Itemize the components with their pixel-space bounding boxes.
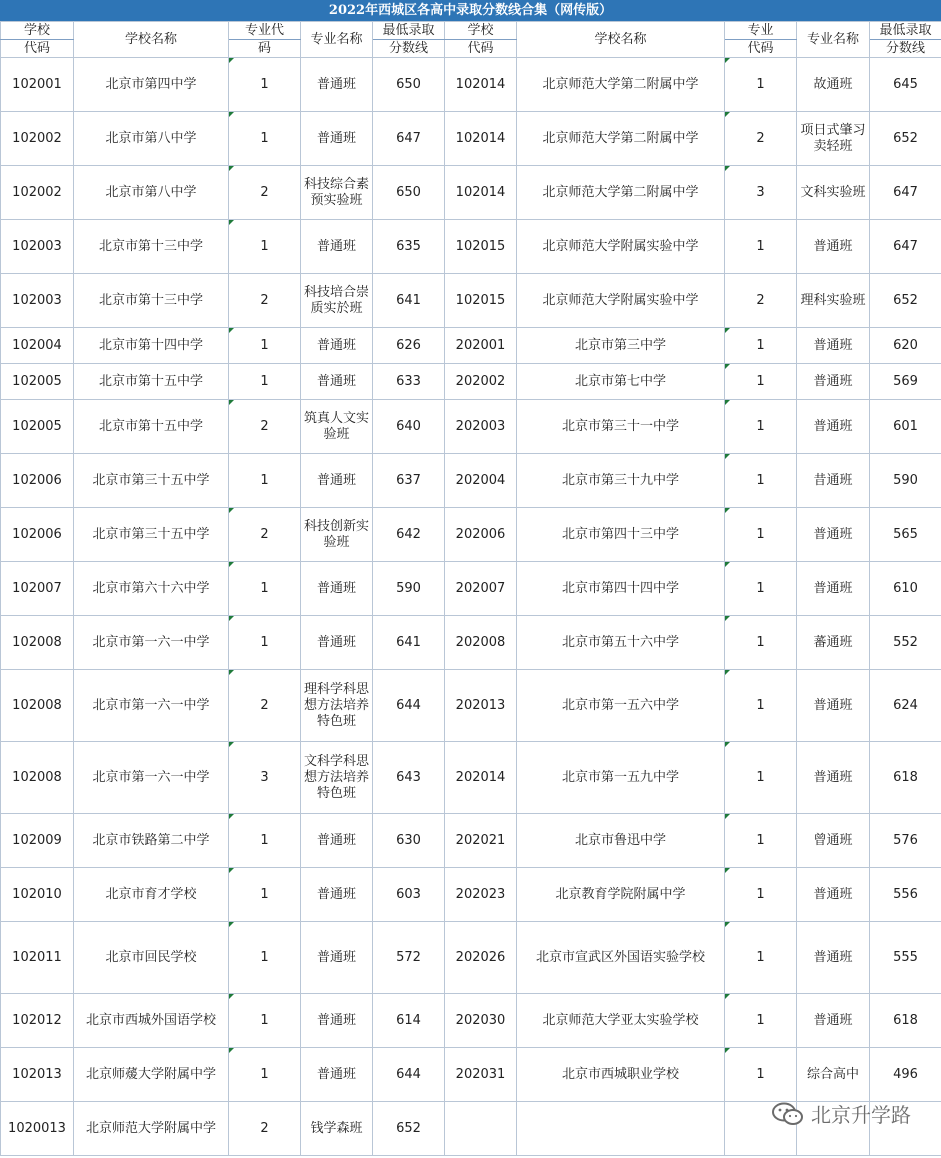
right-major-name: 普通班: [797, 868, 870, 922]
left-major-code: 3: [229, 742, 301, 814]
right-school-name: 北京市第四十三中学: [517, 508, 725, 562]
table-row: [1, 922, 941, 994]
right-min-score: 552: [870, 616, 941, 670]
left-min-score: 652: [373, 1102, 445, 1156]
left-school-code: 102013: [1, 1048, 74, 1102]
left-school-name: 北京市第十三中学: [74, 274, 229, 328]
right-school-name: 北京市鲁迅中学: [517, 814, 725, 868]
right-major-name: 综合高中: [797, 1048, 870, 1102]
right-school-code: 202003: [445, 400, 517, 454]
left-major-code: 1: [229, 562, 301, 616]
left-min-score: 650: [373, 58, 445, 112]
left-major-name: 普通班: [301, 58, 373, 112]
right-major-code: 2: [725, 112, 797, 166]
left-school-code: 102004: [1, 328, 74, 364]
left-major-code: 2: [229, 166, 301, 220]
left-major-code: 1: [229, 922, 301, 994]
left-school-code: 102009: [1, 814, 74, 868]
right-min-score: 645: [870, 58, 941, 112]
right-school-name: 北京师范大学附属实验中学: [517, 274, 725, 328]
right-major-code: 1: [725, 508, 797, 562]
right-major-code: 1: [725, 994, 797, 1048]
right-major-name: 故通班: [797, 58, 870, 112]
left-major-name: 文科学科思想方法培养特色班: [301, 742, 373, 814]
right-major-name: 普通班: [797, 220, 870, 274]
left-major-name: 普通班: [301, 328, 373, 364]
table-row: [1, 814, 941, 868]
right-min-score: 565: [870, 508, 941, 562]
left-major-code: 1: [229, 814, 301, 868]
left-school-name: 北京市铁路第二中学: [74, 814, 229, 868]
left-major-code: 1: [229, 1048, 301, 1102]
right-major-name: 昔通班: [797, 454, 870, 508]
left-school-code: 102011: [1, 922, 74, 994]
table-row: [1, 508, 941, 562]
left-major-name: 理科学科思想方法培养特色班: [301, 670, 373, 742]
left-major-code: 1: [229, 868, 301, 922]
right-school-name: 北京市第三十九中学: [517, 454, 725, 508]
right-school-code: 202030: [445, 994, 517, 1048]
right-min-score: 610: [870, 562, 941, 616]
left-major-code: 2: [229, 670, 301, 742]
right-min-score: 618: [870, 994, 941, 1048]
left-min-score: 626: [373, 328, 445, 364]
table-row: [1, 1048, 941, 1102]
left-major-code: 1: [229, 220, 301, 274]
right-major-name: 普通班: [797, 400, 870, 454]
right-school-name: 北京师范大学第二附属中学: [517, 58, 725, 112]
right-min-score: 576: [870, 814, 941, 868]
table-row: [1, 454, 941, 508]
header-major-name: 专业名称: [301, 22, 373, 58]
left-major-name: 普通班: [301, 814, 373, 868]
right-min-score: 647: [870, 220, 941, 274]
right-major-code: 1: [725, 328, 797, 364]
left-school-name: 北京市第一六一中学: [74, 742, 229, 814]
right-school-name: 北京市第四十四中学: [517, 562, 725, 616]
left-major-code: 2: [229, 508, 301, 562]
left-school-name: 北京市第三十五中学: [74, 454, 229, 508]
right-school-code: 102015: [445, 220, 517, 274]
scores-table: [0, 21, 941, 1156]
table-header: [1, 22, 941, 58]
right-min-score: 601: [870, 400, 941, 454]
table-row: [1, 994, 941, 1048]
left-school-name: 北京市西城外国语学校: [74, 994, 229, 1048]
right-school-name: 北京市第一五六中学: [517, 670, 725, 742]
left-min-score: 614: [373, 994, 445, 1048]
left-major-name: 科技创新实验班: [301, 508, 373, 562]
right-school-name: 北京市第七中学: [517, 364, 725, 400]
left-school-code: 102007: [1, 562, 74, 616]
table-row: [1, 742, 941, 814]
left-major-name: 普通班: [301, 562, 373, 616]
right-major-name: 文科实验班: [797, 166, 870, 220]
left-min-score: 644: [373, 1048, 445, 1102]
left-school-name: 北京市第三十五中学: [74, 508, 229, 562]
header-major-code-bottom: 码: [229, 40, 301, 58]
left-major-name: 筑真人文实验班: [301, 400, 373, 454]
right-major-name: 普通班: [797, 562, 870, 616]
watermark: [771, 1099, 911, 1128]
left-min-score: 644: [373, 670, 445, 742]
left-school-name: 北京市第一六一中学: [74, 616, 229, 670]
left-school-name: 北京市第十五中学: [74, 400, 229, 454]
left-major-name: 普通班: [301, 1048, 373, 1102]
left-min-score: 572: [373, 922, 445, 994]
right-school-code: 102014: [445, 58, 517, 112]
table-row: [1, 112, 941, 166]
left-school-code: 102006: [1, 454, 74, 508]
header-school-name-right: 学校名称: [517, 22, 725, 58]
table-row: [1, 868, 941, 922]
right-major-code: 1: [725, 454, 797, 508]
left-major-code: 1: [229, 364, 301, 400]
left-school-name: 北京市第十四中学: [74, 328, 229, 364]
left-major-name: 钱学森班: [301, 1102, 373, 1156]
header-min-score-top: 最低录取: [373, 22, 445, 40]
left-school-code: 1020013: [1, 1102, 74, 1156]
header-school-code-top: 学校: [1, 22, 74, 40]
header-school-name: 学校名称: [74, 22, 229, 58]
left-min-score: 647: [373, 112, 445, 166]
right-school-name: 北京市第一五九中学: [517, 742, 725, 814]
left-school-code: 102010: [1, 868, 74, 922]
left-school-code: 102003: [1, 220, 74, 274]
left-min-score: 643: [373, 742, 445, 814]
right-school-code: [445, 1102, 517, 1156]
right-major-name: 理科实验班: [797, 274, 870, 328]
table-row: [1, 670, 941, 742]
right-major-code: 1: [725, 220, 797, 274]
left-min-score: 603: [373, 868, 445, 922]
left-school-name: 北京市第四中学: [74, 58, 229, 112]
right-min-score: 569: [870, 364, 941, 400]
header-major-code-bottom-right: 代码: [725, 40, 797, 58]
left-school-name: 北京市第八中学: [74, 166, 229, 220]
left-min-score: 640: [373, 400, 445, 454]
right-school-name: 北京师范大学第二附属中学: [517, 112, 725, 166]
right-school-code: 202004: [445, 454, 517, 508]
right-school-code: 202008: [445, 616, 517, 670]
left-min-score: 641: [373, 274, 445, 328]
left-major-name: 普通班: [301, 994, 373, 1048]
table-row: [1, 328, 941, 364]
header-major-code-top: 专业代: [229, 22, 301, 40]
right-major-name: 普通班: [797, 922, 870, 994]
left-major-code: 2: [229, 400, 301, 454]
table-body: [1, 58, 941, 1156]
left-school-name: 北京市第六十六中学: [74, 562, 229, 616]
right-major-name: 蕃通班: [797, 616, 870, 670]
table-row: [1, 274, 941, 328]
left-major-name: 普通班: [301, 364, 373, 400]
left-major-code: 1: [229, 454, 301, 508]
left-school-code: 102008: [1, 742, 74, 814]
right-min-score: 556: [870, 868, 941, 922]
left-min-score: 642: [373, 508, 445, 562]
right-major-name: 普通班: [797, 670, 870, 742]
right-major-code: 3: [725, 166, 797, 220]
table-row: [1, 166, 941, 220]
right-major-code: 1: [725, 814, 797, 868]
right-school-code: 202013: [445, 670, 517, 742]
right-major-code: 1: [725, 742, 797, 814]
left-major-name: 普通班: [301, 454, 373, 508]
right-major-code: 2: [725, 274, 797, 328]
right-major-name: 普通班: [797, 742, 870, 814]
header-major-code-top-right: 专业: [725, 22, 797, 40]
right-school-name: 北京师范大学第二附属中学: [517, 166, 725, 220]
right-min-score: 618: [870, 742, 941, 814]
right-major-name: 项日式肇习卖轻班: [797, 112, 870, 166]
watermark-text: 北京升学路: [811, 1103, 911, 1127]
right-major-code: 1: [725, 400, 797, 454]
left-major-code: 1: [229, 58, 301, 112]
right-major-code: 1: [725, 616, 797, 670]
left-major-name: 普通班: [301, 868, 373, 922]
table-row: [1, 58, 941, 112]
left-min-score: 641: [373, 616, 445, 670]
right-major-name: 曾通班: [797, 814, 870, 868]
right-major-code: 1: [725, 58, 797, 112]
right-min-score: 652: [870, 112, 941, 166]
left-school-code: 102001: [1, 58, 74, 112]
right-school-code: 202023: [445, 868, 517, 922]
right-major-name: 普通班: [797, 328, 870, 364]
left-min-score: 633: [373, 364, 445, 400]
left-major-name: 普通班: [301, 616, 373, 670]
right-school-code: 202002: [445, 364, 517, 400]
left-major-name: 科技培合崇质实於班: [301, 274, 373, 328]
header-school-code-bottom-right: 代码: [445, 40, 517, 58]
left-min-score: 650: [373, 166, 445, 220]
left-school-code: 102003: [1, 274, 74, 328]
right-major-name: 普通班: [797, 508, 870, 562]
left-major-code: 1: [229, 616, 301, 670]
right-school-name: 北京市西城职业学校: [517, 1048, 725, 1102]
right-school-code: 202031: [445, 1048, 517, 1102]
left-school-name: 北京市第八中学: [74, 112, 229, 166]
left-school-code: 102002: [1, 166, 74, 220]
table-row: [1, 400, 941, 454]
right-major-code: 1: [725, 670, 797, 742]
right-school-code: 202021: [445, 814, 517, 868]
right-school-name: 北京教育学院附属中学: [517, 868, 725, 922]
left-school-code: 102005: [1, 400, 74, 454]
left-min-score: 630: [373, 814, 445, 868]
right-school-code: 102015: [445, 274, 517, 328]
right-school-code: 102014: [445, 166, 517, 220]
right-major-code: 1: [725, 922, 797, 994]
left-school-name: 北京市第十五中学: [74, 364, 229, 400]
left-school-name: 北京市第十三中学: [74, 220, 229, 274]
header-min-score-bottom: 分数线: [373, 40, 445, 58]
right-major-name: 普通班: [797, 364, 870, 400]
left-school-name: 北京师蕿大学附属中学: [74, 1048, 229, 1102]
left-min-score: 637: [373, 454, 445, 508]
left-major-code: 1: [229, 112, 301, 166]
header-min-score-top-right: 最低录取: [870, 22, 941, 40]
right-school-code: 202007: [445, 562, 517, 616]
left-major-code: 2: [229, 274, 301, 328]
right-min-score: 624: [870, 670, 941, 742]
left-major-name: 科技综合素预实验班: [301, 166, 373, 220]
left-major-code: 1: [229, 328, 301, 364]
right-school-code: 202014: [445, 742, 517, 814]
header-school-code-top-right: 学校: [445, 22, 517, 40]
header-min-score-bottom-right: 分数线: [870, 40, 941, 58]
right-school-code: 102014: [445, 112, 517, 166]
left-school-name: 北京师范大学附属中学: [74, 1102, 229, 1156]
left-school-code: 102002: [1, 112, 74, 166]
left-major-name: 普通班: [301, 220, 373, 274]
left-school-code: 102005: [1, 364, 74, 400]
right-school-name: 北京市第三中学: [517, 328, 725, 364]
left-school-code: 102008: [1, 670, 74, 742]
right-major-code: 1: [725, 364, 797, 400]
right-school-name: 北京师范大学亚太实验学校: [517, 994, 725, 1048]
left-major-code: 2: [229, 1102, 301, 1156]
right-min-score: 620: [870, 328, 941, 364]
right-school-name: 北京师范大学附属实验中学: [517, 220, 725, 274]
right-major-code: 1: [725, 562, 797, 616]
table-row: [1, 364, 941, 400]
right-school-code: 202001: [445, 328, 517, 364]
right-major-name: 普通班: [797, 994, 870, 1048]
right-school-name: [517, 1102, 725, 1156]
right-major-code: 1: [725, 868, 797, 922]
table-row: [1, 616, 941, 670]
left-school-name: 北京市回民学校: [74, 922, 229, 994]
right-min-score: 555: [870, 922, 941, 994]
left-school-code: 102008: [1, 616, 74, 670]
left-school-name: 北京市第一六一中学: [74, 670, 229, 742]
right-school-name: 北京市第三十一中学: [517, 400, 725, 454]
header-school-code-bottom: 代码: [1, 40, 74, 58]
table-row: [1, 220, 941, 274]
left-major-name: 普通班: [301, 112, 373, 166]
left-school-code: 102012: [1, 994, 74, 1048]
right-school-code: 202026: [445, 922, 517, 994]
table-row: [1, 562, 941, 616]
wechat-icon: [771, 1102, 805, 1126]
left-major-name: 普通班: [301, 922, 373, 994]
right-min-score: 647: [870, 166, 941, 220]
right-major-code: 1: [725, 1048, 797, 1102]
right-min-score: 652: [870, 274, 941, 328]
right-school-name: 北京市宣武区外国语实验学校: [517, 922, 725, 994]
right-school-name: 北京市第五十六中学: [517, 616, 725, 670]
left-school-code: 102006: [1, 508, 74, 562]
right-min-score: 496: [870, 1048, 941, 1102]
right-school-code: 202006: [445, 508, 517, 562]
left-min-score: 635: [373, 220, 445, 274]
table-title: 2022年西城区各高中录取分数线合集（网传版）: [0, 0, 941, 21]
left-school-name: 北京市育才学校: [74, 868, 229, 922]
left-min-score: 590: [373, 562, 445, 616]
left-major-code: 1: [229, 994, 301, 1048]
header-major-name-right: 专业名称: [797, 22, 870, 58]
right-min-score: 590: [870, 454, 941, 508]
